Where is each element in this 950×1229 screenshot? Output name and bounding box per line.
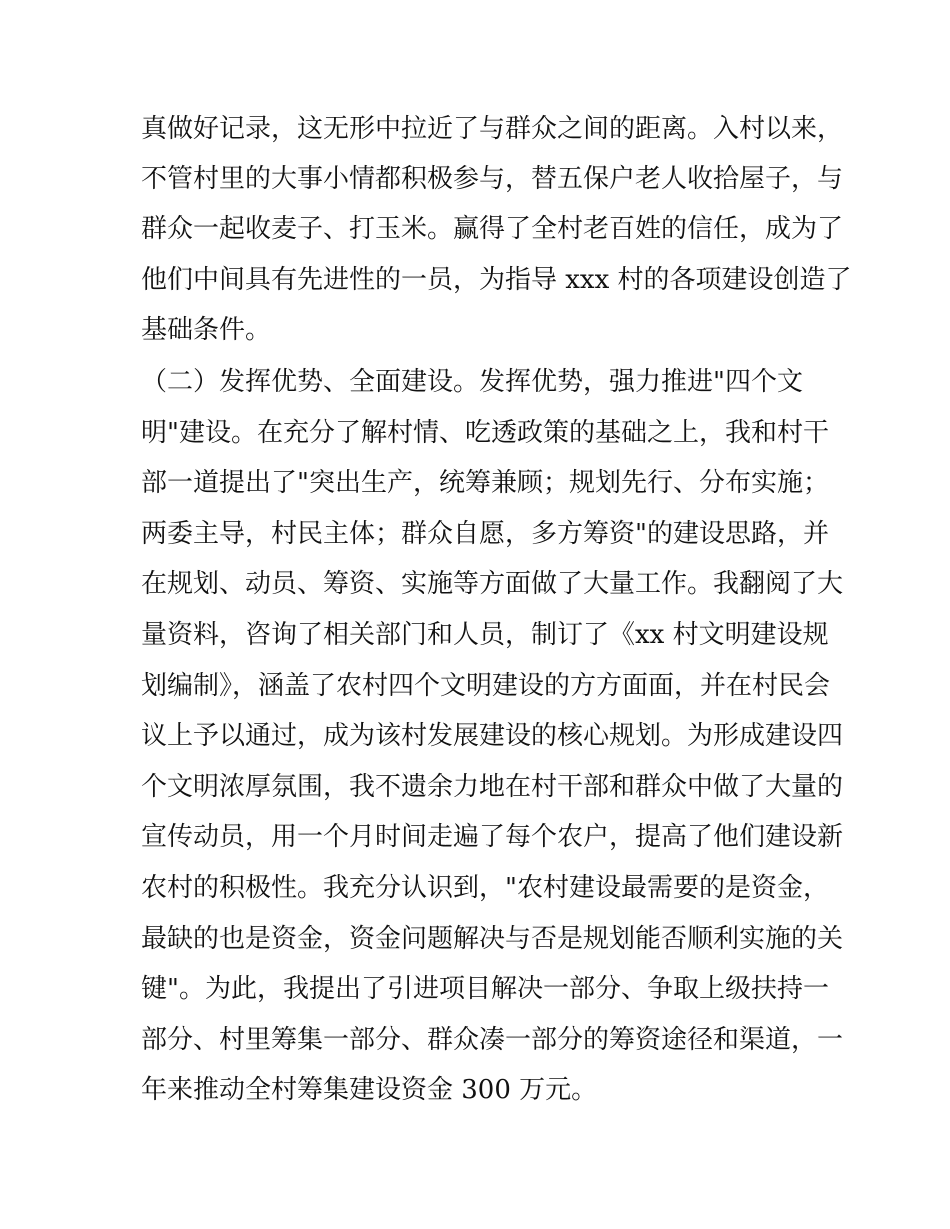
section-heading-line: （二）发挥优势、全面建设。发挥优势，强力推进"四个文	[141, 367, 803, 397]
body-text-line: 他们中间具有先进性的一员，为指导 xxx 村的各项建设创造了	[141, 265, 852, 295]
body-text-line: 在规划、动员、筹资、实施等方面做了大量工作。我翻阅了大	[141, 569, 844, 599]
body-text-line: 明"建设。在充分了解村情、吃透政策的基础之上，我和村干	[141, 418, 829, 448]
body-text-line: 农村的积极性。我充分认识到，"农村建设最需要的是资金，	[141, 873, 829, 903]
body-text-line: 键"。为此，我提出了引进项目解决一部分、争取上级扶持一	[141, 974, 829, 1004]
body-text-line: 真做好记录，这无形中拉近了与群众之间的距离。入村以来，	[141, 114, 844, 144]
body-text-line: 年来推动全村筹集建设资金 300 万元。	[141, 1075, 598, 1105]
body-text-line: 群众一起收麦子、打玉米。赢得了全村老百姓的信任，成为了	[141, 214, 844, 244]
body-text-line: 最缺的也是资金，资金问题解决与否是规划能否顺利实施的关	[141, 924, 844, 954]
body-text-line: 量资料，咨询了相关部门和人员，制订了《xx 村文明建设规	[141, 620, 829, 650]
body-text-line: 议上予以通过，成为该村发展建设的核心规划。为形成建设四	[141, 721, 844, 751]
body-text-line: 个文明浓厚氛围，我不遗余力地在村干部和群众中做了大量的	[141, 772, 844, 802]
body-text-line: 部分、村里筹集一部分、群众凑一部分的筹资途径和渠道，一	[141, 1025, 844, 1055]
body-text-line: 不管村里的大事小情都积极参与，替五保户老人收拾屋子，与	[141, 164, 844, 194]
body-text-line: 部一道提出了"突出生产，统筹兼顾；规划先行、分布实施；	[141, 468, 829, 498]
body-text-line: 划编制》，涵盖了农村四个文明建设的方方面面，并在村民会	[141, 671, 831, 701]
body-text-line: 基础条件。	[141, 315, 272, 345]
body-text-line: 两委主导，村民主体；群众自愿，多方筹资"的建设思路，并	[141, 519, 829, 549]
body-text-line: 宣传动员，用一个月时间走遍了每个农户，提高了他们建设新	[141, 822, 844, 852]
